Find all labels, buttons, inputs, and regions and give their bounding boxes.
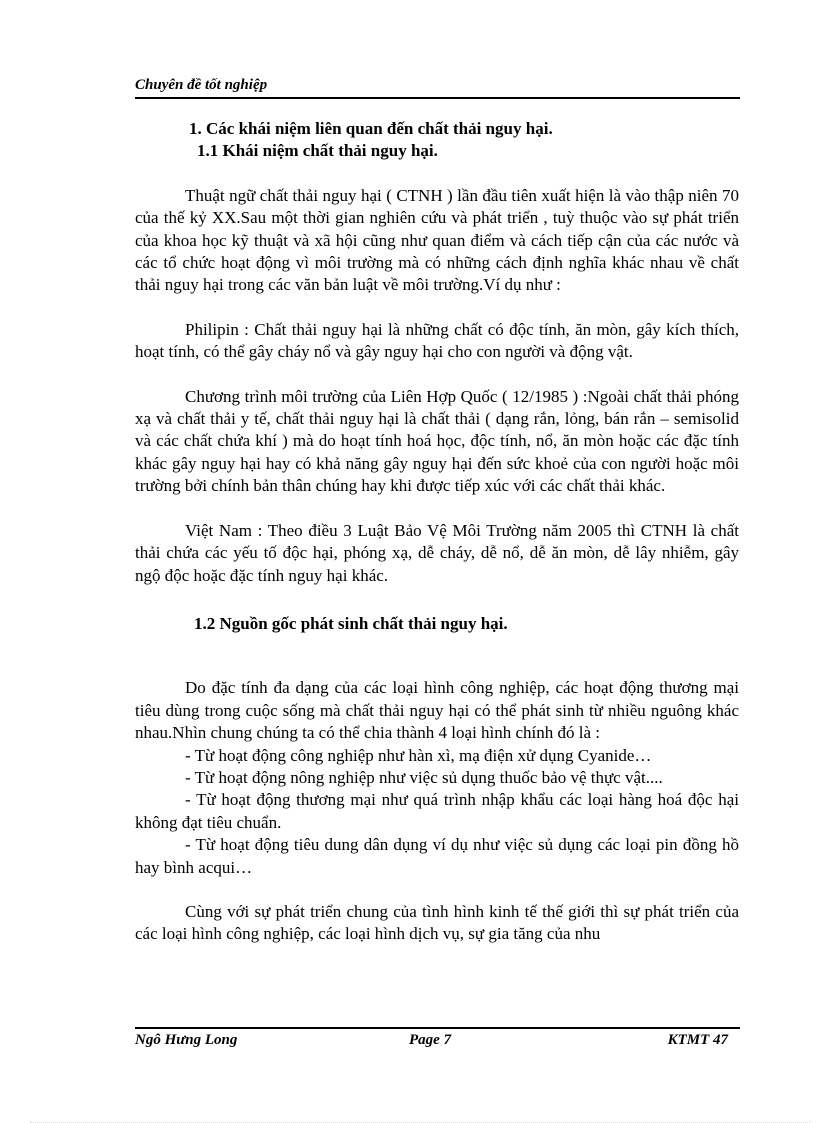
list-item: - Từ hoạt động nông nghiệp như việc sủ dụng thuốc bảo vệ thực vật....: [185, 767, 663, 787]
section-heading-1: 1. Các khái niệm liên quan đến chất thải nguy hại.: [189, 119, 553, 138]
document-body: [135, 118, 739, 946]
paragraph-vietnam: Việt Nam : Theo điều 3 Luật Bảo Vệ Môi Trường năm 2005 thì CTNH là chất thải chứa các yếu tố độc hại, phóng xạ, dễ cháy, dễ nổ, dễ ăn mòn, dễ lây nhiễm, gây ngộ độc hoặc đặc tính nguy hại khác.: [135, 520, 739, 585]
paragraph-unep: Chương trình môi trường của Liên Hợp Quốc ( 12/1985 ) :Ngoài chất thải phóng xạ và chất thải y tế, chất thải nguy hại là chất thải ( dạng rắn, lỏng, bán rắn – semisolid và các chất chứa khí ) mà do hoạt tính hoá học, độc tính, nổ, ăn mòn hoặc các đặc tính khác gây nguy hại hay có khả năng gây nguy hại đến sức khoẻ của con người hoặc môi trường bởi chính bản thân chúng hay khi được tiếp xúc với các chất thải khác.: [135, 386, 739, 496]
header-title: Chuyên đề tốt nghiệp: [135, 77, 268, 93]
list-item: - Từ hoạt động công nghiệp như hàn xì, mạ điện xử dụng Cyanide…: [185, 745, 652, 765]
section-heading-1-2: 1.2 Nguồn gốc phát sinh chất thải nguy hại.: [194, 613, 508, 633]
list-item: - Từ hoạt động thương mại như quá trình nhập khẩu các loại hàng hoá độc hại không đạt tiêu chuẩn.: [135, 790, 739, 832]
paragraph-sources: Do đặc tính đa dạng của các loại hình công nghiệp, các hoạt động thương mại tiêu dùng trong cuộc sống mà chất thải nguy hại có thể phát sinh từ nhiều nguông khác nhau.Nhìn chung chúng ta có thể chia thành 4 loại hình chính đó là :: [135, 678, 739, 743]
footer-page-number: Page 7: [409, 1032, 452, 1048]
footer-class-code: KTMT 47: [667, 1032, 728, 1048]
paragraph-definition-intro: Thuật ngữ chất thải nguy hại ( CTNH ) lần đầu tiên xuất hiện là vào thập niên 70 của thế kỷ XX.Sau một thời gian nghiên cứu và phát triển , tuỳ thuộc vào sự phát triển của khoa học kỹ thuật và xã hội cũng như quan điểm và cách tiếp cận của các nước và các tổ chức hoạt động vì môi trường mà có những cách định nghĩa khác nhau về chất thải nguy hại trong các văn bản luật về môi trường.Ví dụ như :: [135, 185, 739, 295]
page-header: [135, 75, 740, 99]
footer-author: Ngô Hưng Long: [135, 1032, 238, 1048]
section-heading-1-1: 1.1 Khái niệm chất thải nguy hại.: [197, 141, 438, 161]
list-item: - Từ hoạt động tiêu dung dân dụng ví dụ như việc sủ dụng các loại pin đồng hồ hay bình acqui…: [135, 835, 739, 877]
paragraph-continuation: Cùng với sự phát triển chung của tình hình kinh tế thế giới thì sự phát triển của các loại hình công nghiệp, các loại hình dịch vụ, sự gia tăng của nhu: [135, 901, 739, 944]
page-footer: [135, 1027, 740, 1053]
paragraph-philippines: Philipin : Chất thải nguy hại là những chất có độc tính, ăn mòn, gây kích thích, hoạt tính, có thể gây cháy nổ và gây nguy hại cho con người và động vật.: [135, 319, 739, 362]
